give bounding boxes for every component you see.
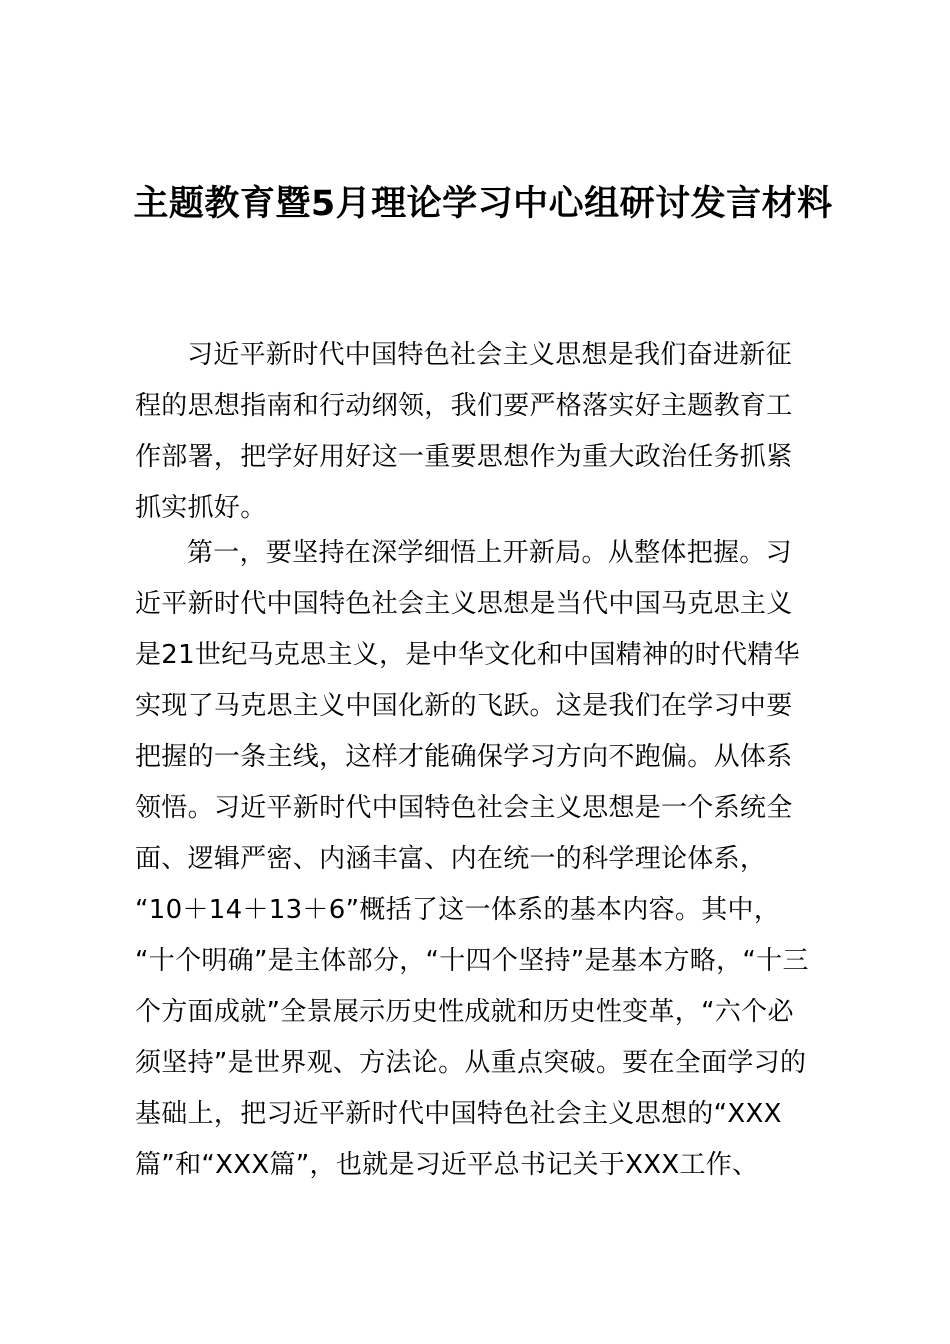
document-title: 主题教育暨5月理论学习中心组研讨发言材料 xyxy=(133,184,833,224)
paragraph-line: 须坚持”是世界观、方法论。从重点突破。要在全面学习的 xyxy=(135,1048,807,1078)
paragraph-line: 作部署，把学好用好这一重要思想作为重大政治任务抓紧 xyxy=(135,442,793,472)
paragraph-line: 实现了马克思主义中国化新的飞跃。这是我们在学习中要 xyxy=(135,691,793,721)
paragraph-line: “10＋14＋13＋6”概括了这一体系的基本内容。其中， xyxy=(135,895,781,925)
paragraph-line: 面、逻辑严密、内涵丰富、内在统一的科学理论体系， xyxy=(135,844,767,874)
paragraph-line: 抓实抓好。 xyxy=(135,493,267,523)
paragraph-line: 习近平新时代中国特色社会主义思想是我们奋进新征 xyxy=(187,340,792,370)
paragraph-line: 是21世纪马克思主义，是中华文化和中国精神的时代精华 xyxy=(135,640,800,670)
paragraph-line: 第一，要坚持在深学细悟上开新局。从整体把握。习 xyxy=(187,538,792,568)
paragraph-line: “十个明确”是主体部分，“十四个坚持”是基本方略，“十三 xyxy=(135,946,809,976)
paragraph-line: 把握的一条主线，这样才能确保学习方向不跑偏。从体系 xyxy=(135,742,793,772)
paragraph-line: 程的思想指南和行动纲领，我们要严格落实好主题教育工 xyxy=(135,391,793,421)
paragraph-line: 领悟。习近平新时代中国特色社会主义思想是一个系统全 xyxy=(135,793,793,823)
paragraph-line: 基础上，把习近平新时代中国特色社会主义思想的“XXX xyxy=(135,1099,782,1129)
paragraph-2 xyxy=(135,528,845,1191)
paragraph-line: 近平新时代中国特色社会主义思想是当代中国马克思主义 xyxy=(135,589,793,619)
paragraph-line: 篇”和“XXX篇”，也就是习近平总书记关于XXX工作、 xyxy=(135,1150,759,1180)
paragraph-1 xyxy=(135,330,845,534)
paragraph-line: 个方面成就”全景展示历史性成就和历史性变革，“六个必 xyxy=(135,997,794,1027)
